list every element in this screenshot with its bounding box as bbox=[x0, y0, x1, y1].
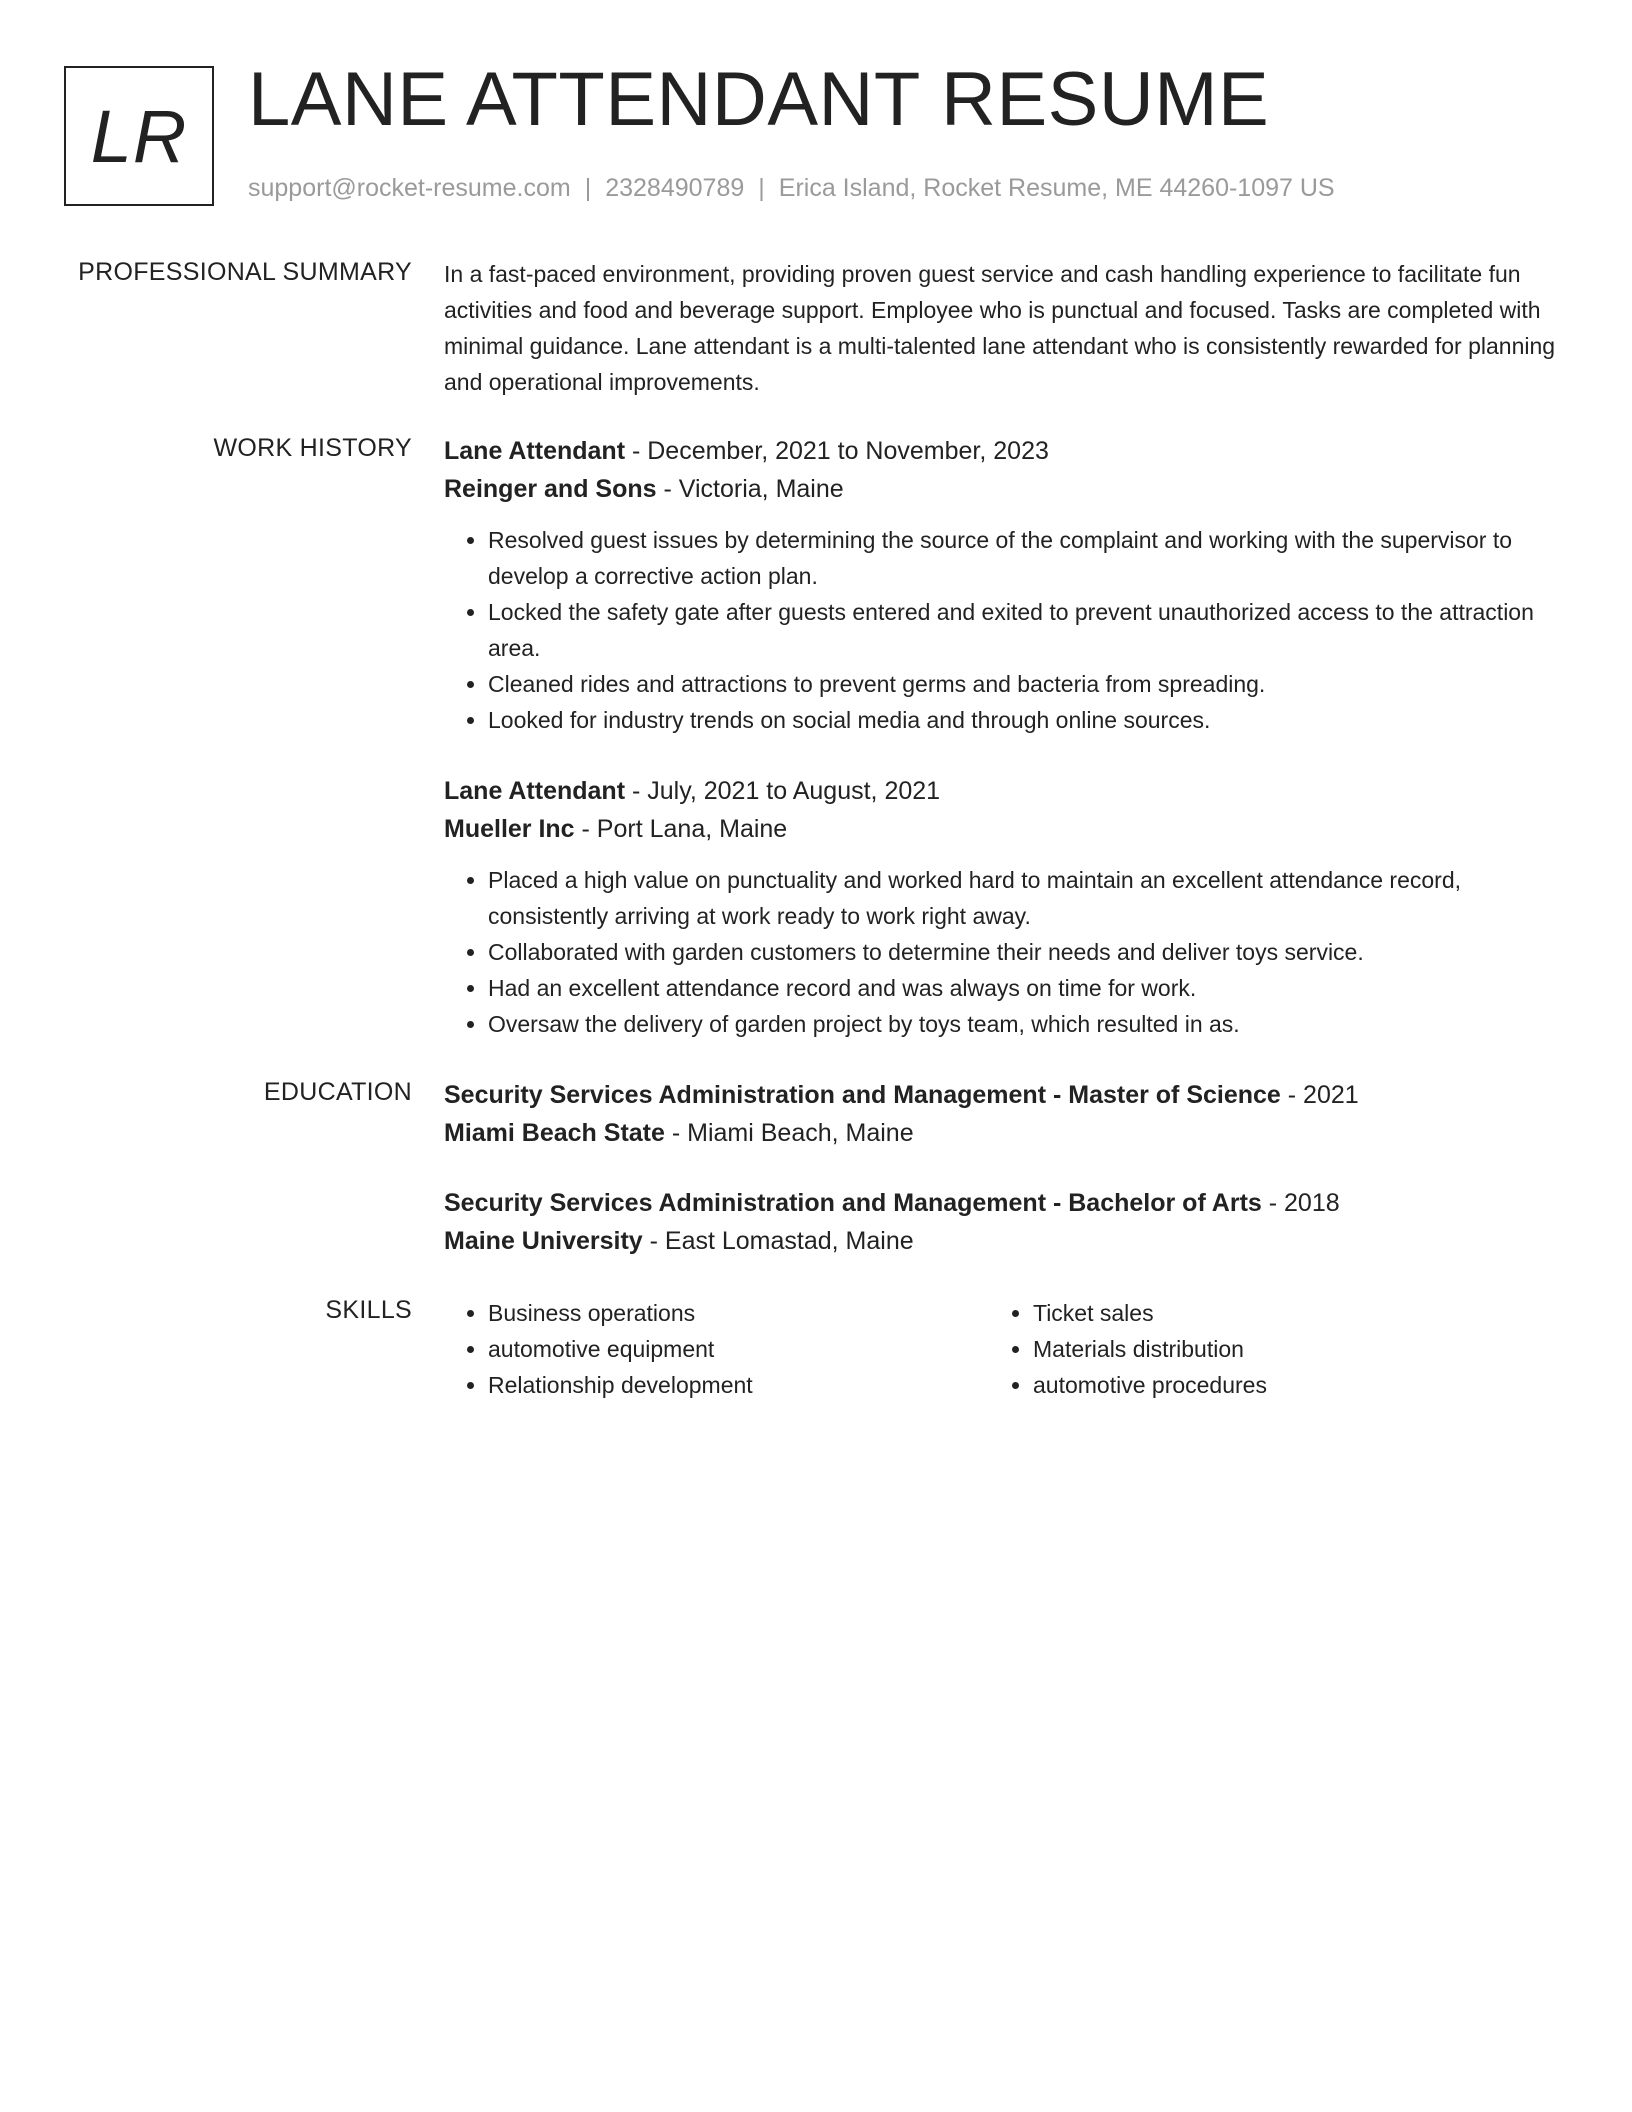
contact-line bbox=[248, 174, 1335, 203]
degree-year: - 2018 bbox=[1261, 1189, 1340, 1217]
contact-separator: | bbox=[584, 174, 592, 202]
job-entry bbox=[444, 772, 1556, 1042]
job-location: - Victoria, Maine bbox=[656, 475, 844, 503]
skill-item: • Relationship development bbox=[488, 1367, 989, 1403]
job-title: Lane Attendant bbox=[444, 777, 626, 805]
job-bullet: • Cleaned rides and attractions to prevent germs and bacteria from spreading. bbox=[488, 666, 1556, 702]
skill-item: • Ticket sales bbox=[1033, 1295, 1534, 1331]
job-company-line bbox=[444, 470, 1556, 508]
school-location: - East Lomastad, Maine bbox=[642, 1227, 914, 1255]
work-history-body bbox=[444, 432, 1556, 1042]
job-company: Mueller Inc bbox=[444, 815, 575, 843]
skills-column-right bbox=[989, 1295, 1534, 1403]
job-bullet: • Locked the safety gate after guests entered and exited to prevent unauthorized access to the attraction area. bbox=[488, 594, 1556, 666]
job-title-line bbox=[444, 432, 1556, 470]
section-label-work-history: WORK HISTORY bbox=[213, 434, 412, 462]
school-location: - Miami Beach, Maine bbox=[664, 1119, 914, 1147]
contact-separator: | bbox=[758, 174, 765, 202]
job-dates: - July, 2021 to August, 2021 bbox=[625, 777, 941, 805]
skill-item: • Materials distribution bbox=[1033, 1331, 1534, 1367]
job-entry bbox=[444, 432, 1556, 738]
job-location: - Port Lana, Maine bbox=[574, 815, 788, 843]
education-body bbox=[444, 1076, 1556, 1260]
job-bullets bbox=[444, 862, 1556, 1042]
job-title-line bbox=[444, 772, 1556, 810]
skills-list bbox=[444, 1295, 989, 1403]
job-bullet: • Collaborated with garden customers to determine their needs and deliver toys service. bbox=[488, 934, 1556, 970]
job-bullet: • Looked for industry trends on social media and through online sources. bbox=[488, 702, 1556, 738]
skill-item: • automotive equipment bbox=[488, 1331, 989, 1367]
skills-columns bbox=[444, 1295, 1556, 1403]
contact-address: Erica Island, Rocket Resume, ME 44260-1097 US bbox=[778, 174, 1335, 202]
skills-column-left bbox=[444, 1295, 989, 1403]
degree-name: Security Services Administration and Management - Bachelor of Arts bbox=[444, 1189, 1262, 1217]
contact-phone: 2328490789 bbox=[605, 174, 745, 202]
monogram-logo: LR bbox=[64, 66, 214, 206]
job-title: Lane Attendant bbox=[444, 437, 626, 465]
job-bullet: • Resolved guest issues by determining the source of the complaint and working with the supervisor to develop a corrective action plan. bbox=[488, 522, 1556, 594]
skills-body bbox=[444, 1295, 1556, 1403]
job-bullet: • Oversaw the delivery of garden project by toys team, which resulted in as. bbox=[488, 1006, 1556, 1042]
section-label-summary: PROFESSIONAL SUMMARY bbox=[78, 258, 412, 286]
skills-list bbox=[989, 1295, 1534, 1403]
skill-item: • Business operations bbox=[488, 1295, 989, 1331]
education-entry bbox=[444, 1184, 1556, 1260]
section-label-education: EDUCATION bbox=[263, 1078, 412, 1106]
job-dates: - December, 2021 to November, 2023 bbox=[625, 437, 1049, 465]
job-company: Reinger and Sons bbox=[444, 475, 657, 503]
contact-email: support@rocket-resume.com bbox=[248, 174, 571, 202]
job-company-line bbox=[444, 810, 1556, 848]
school-name: Maine University bbox=[444, 1227, 643, 1255]
school-line bbox=[444, 1222, 1556, 1260]
summary-text: In a fast-paced environment, providing proven guest service and cash handling experience to facilitate fun activities and food and beverage support. Employee who is punctual and focused. Tasks are completed with minimal guidance. Lane attendant is a multi-talented lane attendant who is consistently rewarded for planning and operational improvements. bbox=[444, 261, 1556, 395]
job-bullet: • Placed a high value on punctuality and worked hard to maintain an excellent attendance record, consistently arriving at work ready to work right away. bbox=[488, 862, 1556, 934]
degree-name: Security Services Administration and Management - Master of Science bbox=[444, 1081, 1281, 1109]
summary-body bbox=[444, 256, 1556, 400]
job-bullets bbox=[444, 522, 1556, 738]
degree-line bbox=[444, 1184, 1556, 1222]
school-line bbox=[444, 1114, 1556, 1152]
degree-year: - 2021 bbox=[1280, 1081, 1359, 1109]
education-entry bbox=[444, 1076, 1556, 1152]
skill-item: • automotive procedures bbox=[1033, 1367, 1534, 1403]
section-label-skills: SKILLS bbox=[325, 1296, 412, 1324]
degree-line bbox=[444, 1076, 1556, 1114]
job-bullet: • Had an excellent attendance record and was always on time for work. bbox=[488, 970, 1556, 1006]
resume-title: LANE ATTENDANT RESUME bbox=[248, 57, 1270, 142]
school-name: Miami Beach State bbox=[444, 1119, 665, 1147]
